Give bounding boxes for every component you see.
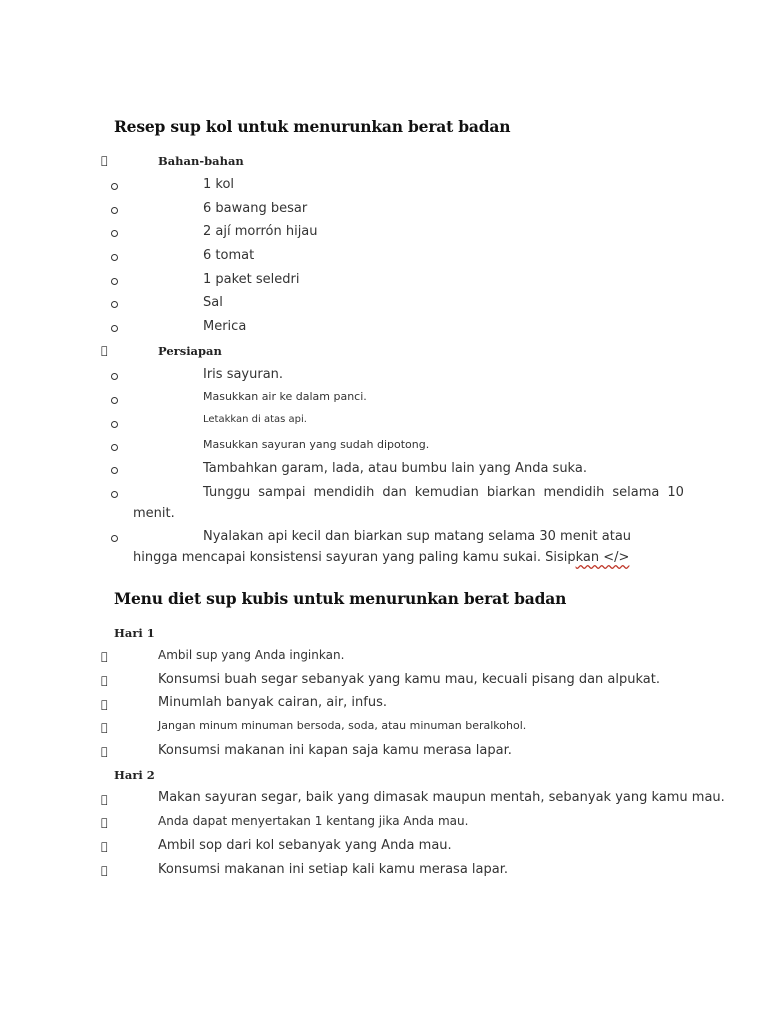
step-word: dan: [382, 485, 407, 500]
circle-bullet-icon: [111, 444, 118, 451]
step-continuation: menit.: [133, 506, 175, 521]
step-word: kemudian: [414, 485, 479, 500]
square-bullet-icon: [101, 841, 108, 852]
day2-heading: Hari 2: [114, 768, 155, 782]
menu-item: Konsumsi makanan ini kapan saja kamu merasa lapar.: [158, 743, 512, 758]
square-bullet-icon: [101, 345, 108, 356]
step-continuation: [133, 550, 629, 565]
ingredient-item: 2 ají morrón hijau: [203, 224, 318, 239]
menu-item: Ambil sop dari kol sebanyak yang Anda mau.: [158, 838, 452, 853]
square-bullet-icon: [101, 675, 108, 686]
circle-bullet-icon: [111, 207, 118, 214]
square-bullet-icon: [101, 794, 108, 805]
menu-item: Ambil sup yang Anda inginkan.: [158, 648, 345, 662]
preparation-heading: Persiapan: [158, 344, 222, 358]
step-word: mendidih: [543, 485, 605, 500]
menu-title: Menu diet sup kubis untuk menurunkan berat badan: [114, 589, 567, 608]
step-word: 10: [667, 485, 684, 500]
square-bullet-icon: [101, 746, 108, 757]
step-item-justified: [203, 485, 684, 500]
ingredient-item: 6 bawang besar: [203, 201, 308, 216]
menu-item: Makan sayuran segar, baik yang dimasak maupun mentah, sebanyak yang kamu mau.: [158, 790, 725, 805]
circle-bullet-icon: [111, 278, 118, 285]
day1-heading: Hari 1: [114, 626, 155, 640]
ingredients-heading: Bahan-bahan: [158, 154, 244, 168]
square-bullet-icon: [101, 865, 108, 876]
step-item: Letakkan di atas api.: [203, 414, 307, 425]
step-continuation-text: hingga mencapai konsistensi sayuran yang paling kamu sukai. Sisip: [133, 550, 576, 565]
circle-bullet-icon: [111, 397, 118, 404]
ingredient-item: 6 tomat: [203, 248, 255, 263]
square-bullet-icon: [101, 651, 108, 662]
ingredient-item: Merica: [203, 319, 247, 334]
square-bullet-icon: [101, 817, 108, 828]
circle-bullet-icon: [111, 183, 118, 190]
circle-bullet-icon: [111, 254, 118, 261]
step-word: biarkan: [486, 485, 536, 500]
ingredient-item: 1 kol: [203, 177, 235, 192]
circle-bullet-icon: [111, 421, 118, 428]
step-item: Masukkan air ke dalam panci.: [203, 390, 367, 403]
step-word: Tunggu: [203, 485, 251, 500]
menu-item: Konsumsi makanan ini setiap kali kamu merasa lapar.: [158, 862, 509, 877]
circle-bullet-icon: [111, 467, 118, 474]
menu-item: Konsumsi buah segar sebanyak yang kamu mau, kecuali pisang dan alpukat.: [158, 672, 660, 687]
square-bullet-icon: [101, 699, 108, 710]
step-word: mendidih: [313, 485, 375, 500]
step-item: Nyalakan api kecil dan biarkan sup matang selama 30 menit atau: [203, 529, 632, 544]
ingredient-item: 1 paket seledri: [203, 272, 300, 287]
circle-bullet-icon: [111, 301, 118, 308]
circle-bullet-icon: [111, 535, 118, 542]
menu-item: Anda dapat menyertakan 1 kentang jika Anda mau.: [158, 814, 469, 828]
ingredient-item: Sal: [203, 295, 223, 310]
square-bullet-icon: [101, 722, 108, 733]
circle-bullet-icon: [111, 491, 118, 498]
circle-bullet-icon: [111, 325, 118, 332]
menu-item: Jangan minum minuman bersoda, soda, atau minuman beralkohol.: [158, 719, 527, 732]
step-item: Masukkan sayuran yang sudah dipotong.: [203, 438, 430, 451]
menu-item: Minumlah banyak cairan, air, infus.: [158, 695, 387, 710]
square-bullet-icon: [101, 155, 108, 166]
circle-bullet-icon: [111, 230, 118, 237]
step-word: sampai: [258, 485, 306, 500]
recipe-title: Resep sup kol untuk menurunkan berat badan: [114, 117, 511, 136]
step-item: Iris sayuran.: [203, 367, 284, 382]
step-word: selama: [612, 485, 660, 500]
circle-bullet-icon: [111, 373, 118, 380]
insert-link[interactable]: kan </>: [575, 550, 630, 565]
step-item: Tambahkan garam, lada, atau bumbu lain yang Anda suka.: [203, 461, 587, 476]
